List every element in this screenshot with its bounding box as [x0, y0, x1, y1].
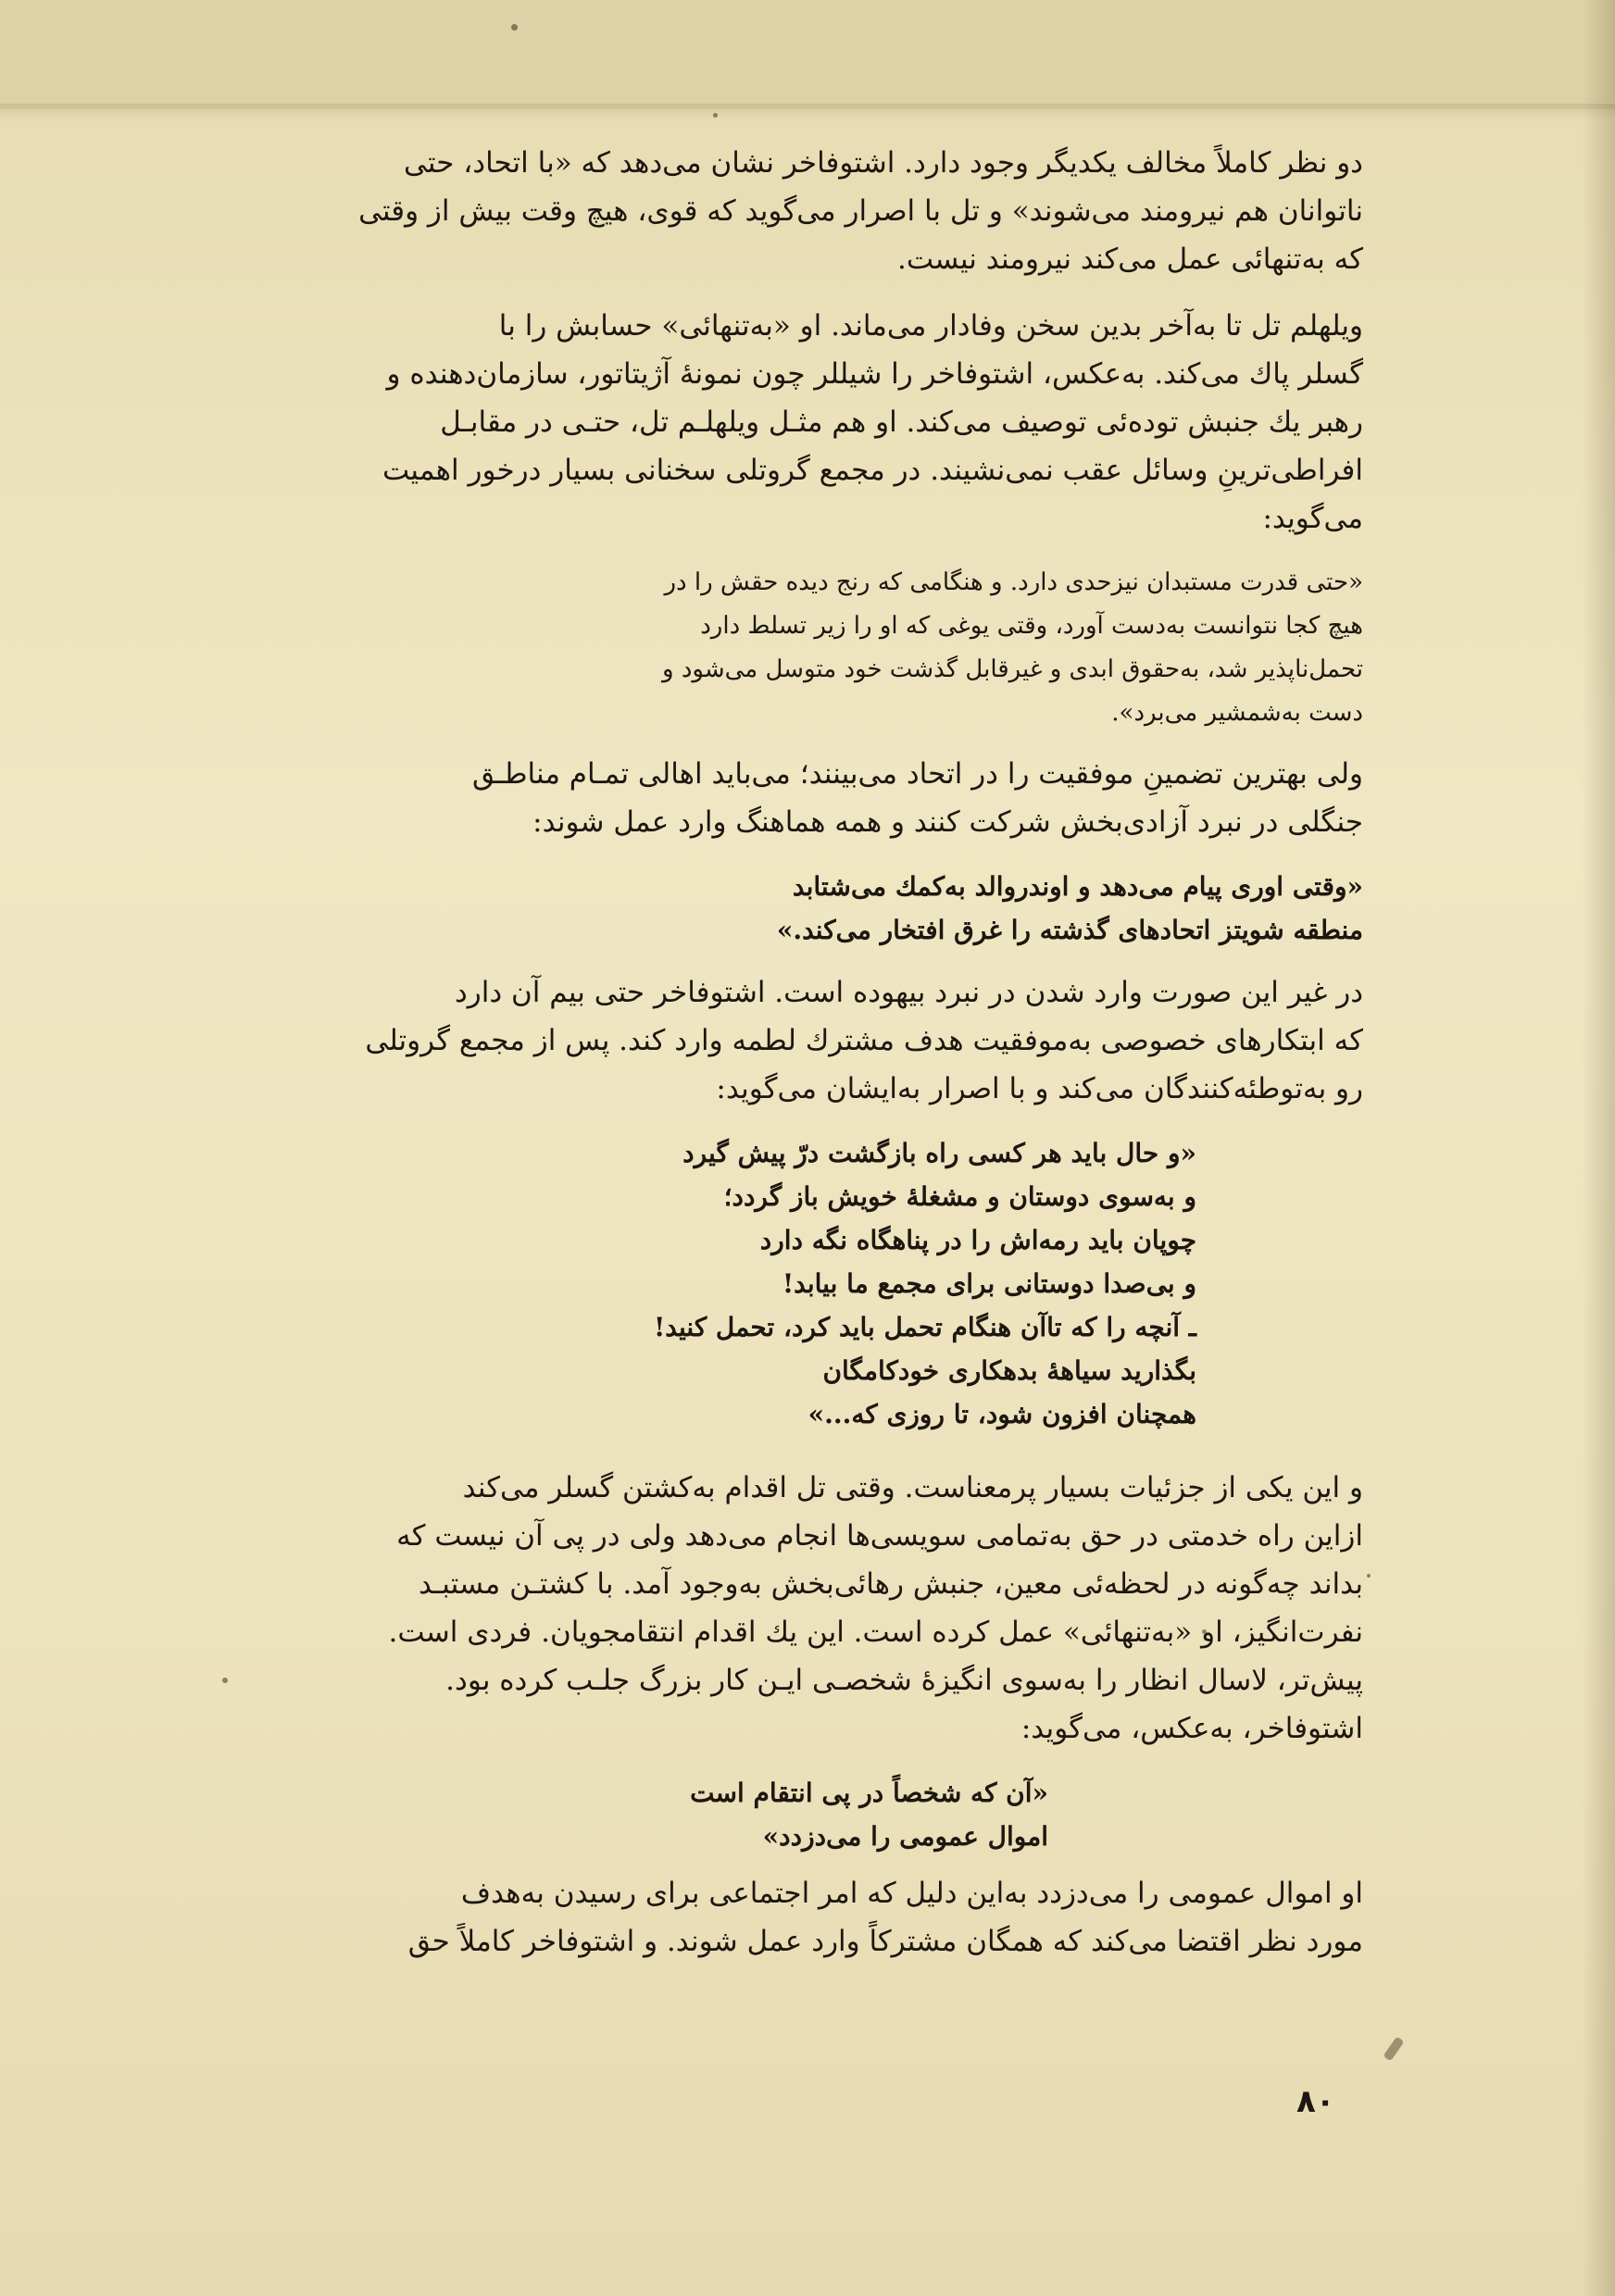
- text-line: ناتوانان هم نیرومند می‌شوند» و تل با اصرار می‌گوید که قوی، هیچ وقت بیش از وقتی: [358, 194, 1363, 228]
- paragraph-3: [215, 750, 1363, 846]
- quote-line: دست به‌شمشیر می‌برد».: [1111, 699, 1363, 727]
- text-line: ولی بهترین تضمینِ موفقیت را در اتحاد می‌بینند؛ می‌باید اهالی تمـام مناطـق: [471, 757, 1363, 791]
- paper-speck: [511, 24, 518, 31]
- book-page-body: [215, 139, 1363, 1984]
- paragraph-5: [215, 1464, 1363, 1753]
- text-line: او اموال عمومی را می‌دزدد به‌این دلیل که امر اجتماعی برای رسیدن به‌هدف: [460, 1877, 1363, 1910]
- verse-line: چوپان باید رمه‌اش را در پناهگاه نگه دارد: [759, 1225, 1196, 1255]
- paper-fold-shadow: [0, 104, 1615, 120]
- verse-line: «وقتی اوری پیام می‌دهد و اوندروالد به‌کمك می‌شتابد: [792, 871, 1363, 902]
- paper-speck: [1367, 1574, 1371, 1578]
- verse-line: «آن که شخصاً در پی انتقام است: [690, 1778, 1048, 1808]
- paper-speck: [713, 113, 718, 118]
- quote-line: هیچ کجا نتوانست به‌دست آورد، وقتی یوغی که او را زیر تسلط دارد: [700, 612, 1363, 640]
- verse-line: منطقه شویتز اتحادهای گذشته را غرق افتخار می‌کند.»: [776, 915, 1363, 945]
- quote-line: «حتی قدرت مستبدان نیزحدی دارد. و هنگامی که رنج دیده حقش را در: [664, 568, 1363, 596]
- verse-line: و بی‌صدا دوستانی برای مجمع ما بیابد!: [782, 1268, 1196, 1299]
- paragraph-1: [215, 139, 1363, 283]
- verse-line: ـ آنچه را که تاآن هنگام تحمل باید کرد، تحمل کنید!: [653, 1312, 1196, 1342]
- text-line: اشتوفاخر، به‌عکس، می‌گوید:: [1020, 1712, 1363, 1745]
- text-line: می‌گوید:: [1262, 502, 1363, 535]
- verse-line: «و حال باید هر کسی راه بازگشت درّ پیش گیرد: [682, 1138, 1196, 1168]
- text-line: ازاین راه خدمتی در حق به‌تمامی سویسی‌ها انجام می‌دهد ولی در پی آن نیست که: [396, 1519, 1363, 1553]
- text-line: افراطی‌ترینِ وسائل عقب نمی‌نشیند. در مجمع گروتلی سخنانی بسیار درخور اهمیت: [382, 454, 1363, 487]
- verse-line: بگذارید سیاههٔ بدهکاری خودکامگان: [822, 1355, 1196, 1386]
- scan-top-strip: [0, 0, 1615, 109]
- text-line: پیش‌تر، لاسال انظار را به‌سوی انگیزهٔ شخصـی ایـن کار بزرگ جلـب کرده بود.: [445, 1664, 1363, 1697]
- text-line: مورد نظر اقتضا می‌کند که همگان مشترکاً وارد عمل شوند. و اشتوفاخر کاملاً حق: [407, 1925, 1363, 1958]
- text-line: گسلر پاك می‌کند. به‌عکس، اشتوفاخر را شیللر چون نمونهٔ آژیتاتور، سازمان‌دهنده و: [386, 357, 1363, 391]
- verse-block: [215, 1131, 1363, 1436]
- verse-block: [215, 865, 1363, 952]
- text-line: نفرت‌انگیز، او «به‌تنهائی» عمل کرده است. این یك اقدام انتقامجویان. فردی است.: [388, 1616, 1363, 1649]
- text-line: جنگلی در نبرد آزادی‌بخش شرکت کنند و همه هماهنگ وارد عمل شوند:: [532, 805, 1363, 839]
- text-line: و این یکی از جزئیات بسیار پرمعناست. وقتی تل اقدام به‌کشتن گسلر می‌کند: [462, 1471, 1363, 1504]
- text-line: که ابتکارهای خصوصی به‌موفقیت هدف مشترك لطمه وارد کند. پس از مجمع گروتلی: [365, 1024, 1363, 1057]
- text-line: که به‌تنهائی عمل می‌کند نیرومند نیست.: [896, 243, 1363, 276]
- page-edge-shadow: [1582, 0, 1615, 2296]
- paragraph-6: [215, 1869, 1363, 1965]
- paragraph-4: [215, 968, 1363, 1113]
- text-line: در غیر این صورت وارد شدن در نبرد بیهوده است. اشتوفاخر حتی بیم آن دارد: [454, 976, 1363, 1009]
- verse-line: همچنان افزون شود، تا روزی که...»: [808, 1399, 1196, 1429]
- quote-line: تحمل‌ناپذیر شد، به‌حقوق ابدی و غیرقابل گذشت خود متوسل می‌شود و: [662, 655, 1363, 683]
- verse-line: اموال عمومی را می‌دزدد»: [762, 1821, 1048, 1852]
- block-quote: [215, 561, 1363, 735]
- verse-line: و به‌سوی دوستان و مشغلهٔ خویش باز گردد؛: [723, 1181, 1196, 1212]
- text-line: بداند چه‌گونه در لحظه‌ئی معین، جنبش رهائی‌بخش به‌وجود آمد. با کشتـن مستبـد: [418, 1567, 1363, 1601]
- page-number: ۸۰: [1296, 2083, 1335, 2120]
- paragraph-2: [215, 302, 1363, 543]
- text-line: دو نظر کاملاً مخالف یکدیگر وجود دارد. اشتوفاخر نشان می‌دهد که «با اتحاد، حتی: [404, 146, 1363, 180]
- text-line: ویلهلم تل تا به‌آخر بدین سخن وفادار می‌ماند. او «به‌تنهائی» حسابش را با: [498, 309, 1363, 343]
- text-line: رو به‌توطئه‌کنندگان می‌کند و با اصرار به‌ایشان می‌گوید:: [716, 1072, 1363, 1105]
- text-line: رهبر یك جنبش توده‌ئی توصیف می‌کند. او هم مثـل ویلهلـم تل، حتـی در مقابـل: [440, 406, 1363, 439]
- verse-block: [215, 1771, 1363, 1858]
